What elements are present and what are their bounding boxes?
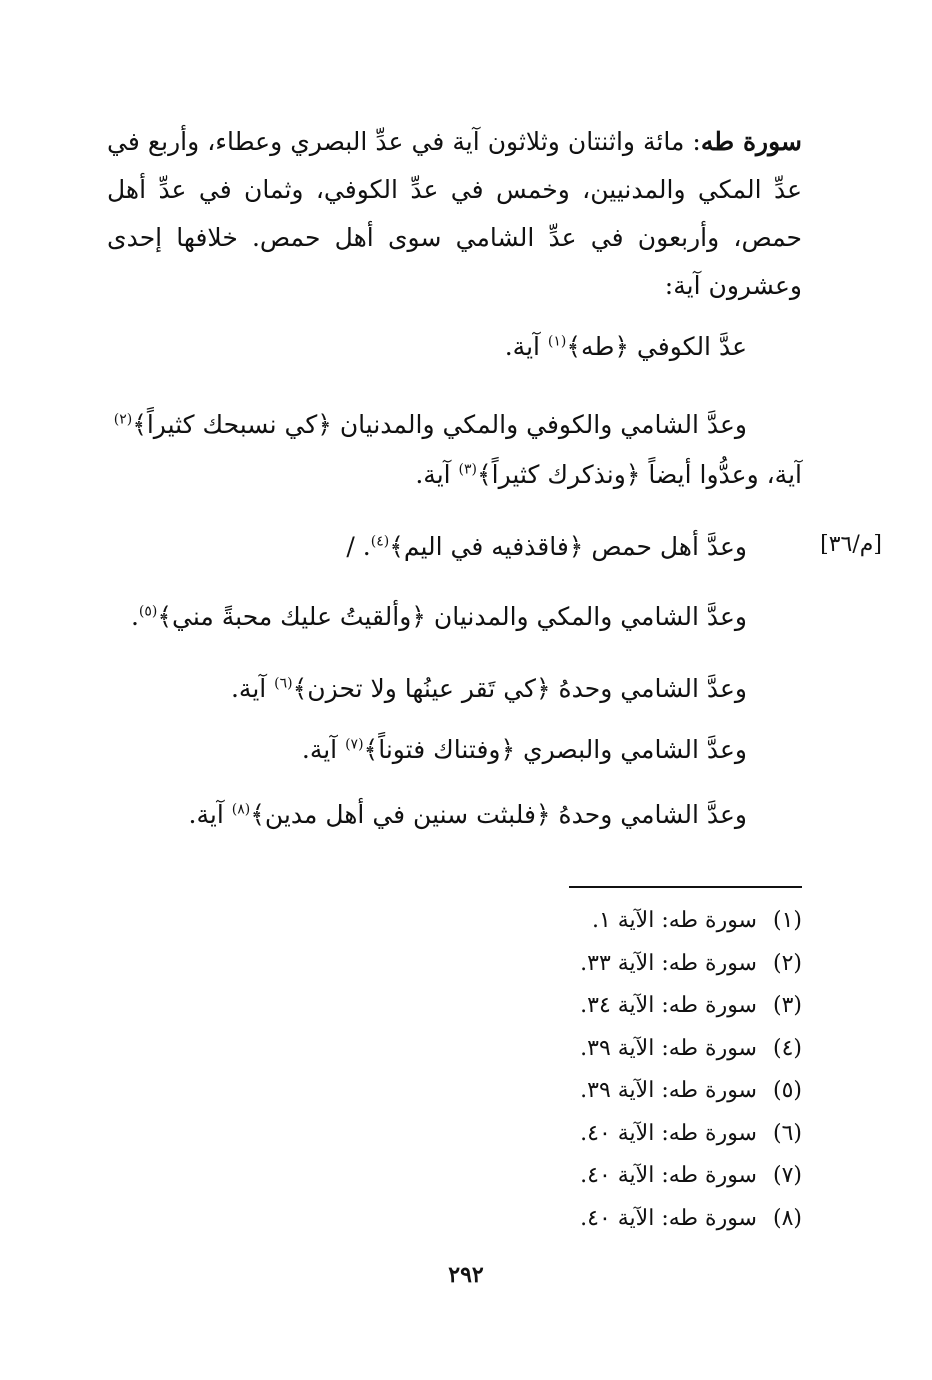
footnote-text: سورة طه: الآية ٤٠. [580, 1120, 757, 1146]
intro-text: : مائة واثنتان وثلاثون آية في عدِّ البصري وعطاء، وأربع في عدِّ المكي والمدنيين، وخمس في عدِّ الكوفي، وثمان في عدِّ أهل حمص، وأربعون في عدِّ الشامي سوى أهل حمص. خلافها إحدى وعشرون آية: [107, 127, 802, 300]
footnote-text: سورة طه: الآية ٣٣. [580, 950, 757, 976]
entry-6: وعدَّ الشامي والبصري ﴿وفتناك فتوناً﴾$^{(٧)}$ آية. [301, 735, 747, 764]
entry-2-line-1: وعدَّ الشامي والكوفي والمكي والمدنيان ﴿كي نسبحك كثيراً﴾$^{(٢)}$ [113, 410, 747, 439]
footnote-item [502, 1028, 802, 1071]
footnote-item [502, 1070, 802, 1113]
footnote-text: سورة طه: الآية ٤٠. [580, 1163, 757, 1188]
footnote-ref: (٣) [458, 461, 478, 478]
footnote-ref: (١) [547, 333, 567, 350]
footnote-ref: (٧) [345, 736, 364, 753]
footnote-item [502, 943, 802, 986]
footnote-ref: (٤) [370, 533, 390, 550]
footnotes-list [502, 900, 802, 1240]
footnote-text: سورة طه: الآية ٣٤. [580, 993, 757, 1018]
page-number: ٢٩٢ [448, 1262, 484, 1288]
footnote-text: سورة طه: الآية ٣٩. [580, 1035, 757, 1061]
footnote-item [502, 985, 802, 1028]
footnote-separator [569, 886, 802, 888]
footnote-text: سورة طه: الآية ٤٠. [580, 1205, 757, 1231]
manuscript-margin-note: [م/٣٦] [820, 532, 882, 557]
surah-name: سورة طه [700, 127, 802, 156]
footnote-item [502, 1113, 802, 1156]
footnote-number: (٣) [772, 993, 802, 1018]
footnote-text: سورة طه: الآية ١. [591, 908, 757, 933]
footnote-ref: (٨) [231, 801, 251, 818]
footnote-number: (٦) [772, 1120, 802, 1146]
footnote-ref: (٦) [274, 675, 293, 692]
footnote-number: (١) [772, 908, 802, 933]
footnote-ref: (٢) [113, 411, 133, 428]
footnote-number: (٥) [772, 1078, 802, 1103]
entry-7: وعدَّ الشامي وحدهُ ﴿فلبثت سنين في أهل مدين﴾$^{(٨)}$ آية. [188, 800, 747, 829]
footnote-text: سورة طه: الآية ٣٩. [580, 1078, 757, 1103]
entry-2-line-2: آية، وعدُّوا أيضاً ﴿ونذكرك كثيراً﴾$^{(٣)}$ آية. [415, 460, 802, 489]
footnote-number: (٤) [772, 1035, 802, 1061]
footnote-number: (٨) [772, 1205, 802, 1231]
footnote-ref: (٥) [138, 603, 158, 620]
footnote-number: (٢) [772, 950, 802, 976]
intro-paragraph [107, 118, 802, 310]
footnote-number: (٧) [772, 1163, 802, 1188]
entry-1: عدَّ الكوفي ﴿طه﴾$^{(١)}$ آية. [504, 332, 747, 361]
entry-4: وعدَّ الشامي والمكي والمدنيان ﴿وألقيتُ عليك محبةً مني﴾$^{(٥)}$. [130, 602, 747, 631]
entry-2 [102, 400, 802, 500]
footnote-item [502, 1155, 802, 1198]
footnote-item [502, 1198, 802, 1241]
footnote-item [502, 900, 802, 943]
entry-3: وعدَّ أهل حمص ﴿فاقذفيه في اليم﴾$^{(٤)}$. / [346, 532, 747, 561]
entry-5: وعدَّ الشامي وحدهُ ﴿كي تَقر عينُها ولا تحزن﴾$^{(٦)}$ آية. [230, 674, 747, 703]
